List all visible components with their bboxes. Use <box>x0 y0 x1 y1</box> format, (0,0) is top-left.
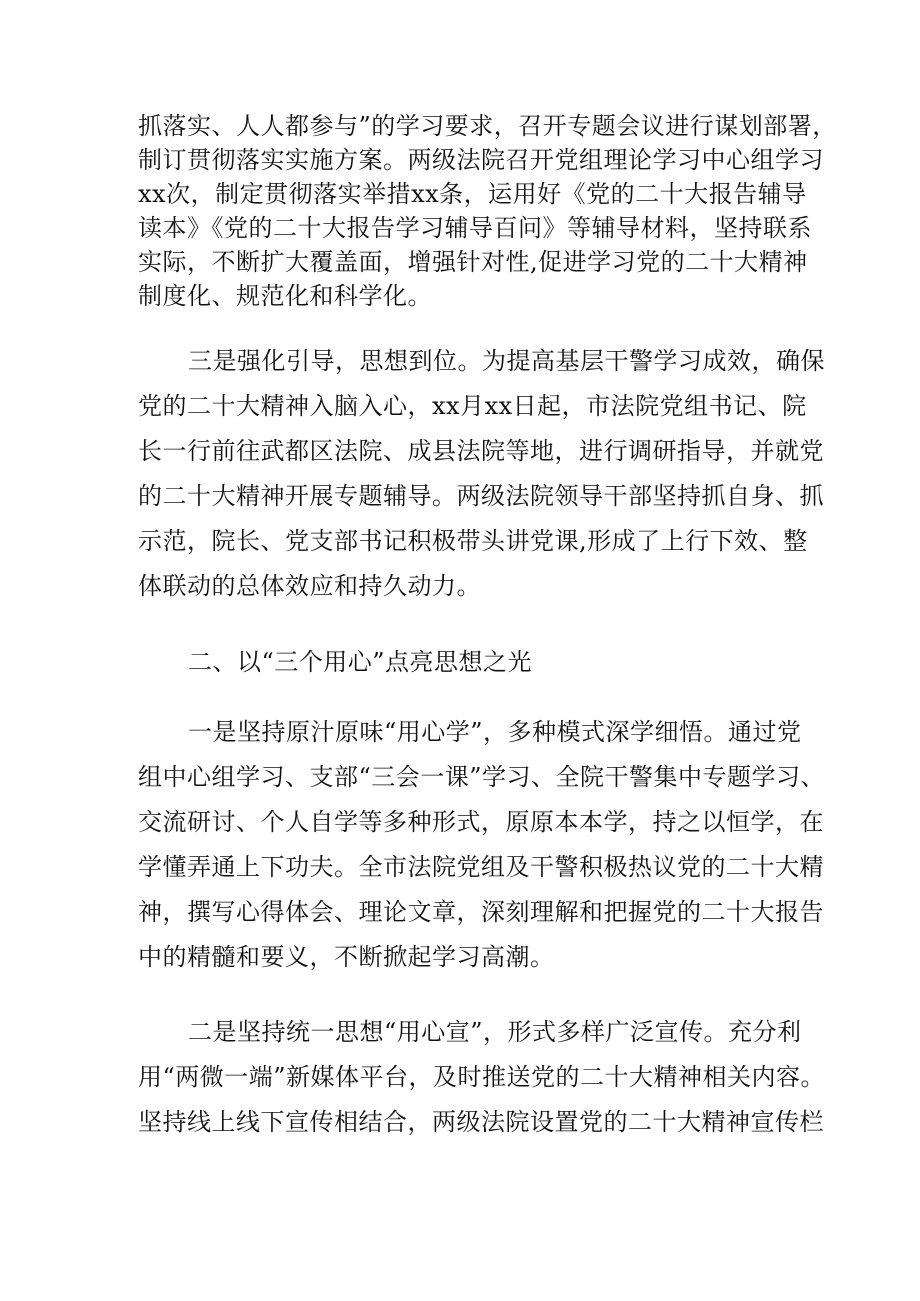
text-line: 实际，不断扩大覆盖面，增强针对性,促进学习党的二十大精神 <box>138 248 808 276</box>
text-line: 体联动的总体效应和持久动力。 <box>138 572 481 600</box>
text-line: 二是坚持统一思想“用心宣”，形式多样广泛宣传。充分利 <box>188 1018 802 1046</box>
text-line: 党的二十大精神入脑入心，xx月xx日起，市法院党组书记、院 <box>138 392 807 420</box>
text-line: 制订贯彻落实实施方案。两级法院召开党组理论学习中心组学习 <box>138 146 824 174</box>
text-line: 一是坚持原汁原味“用心学”，多种模式深学细悟。通过党 <box>188 718 802 746</box>
text-line: 示范，院长、党支部书记积极带头讲党课,形成了上行下效、整 <box>138 527 808 555</box>
paragraph-2 <box>138 339 825 609</box>
paragraph-3 <box>138 710 826 980</box>
text-line: 中的精髓和要义，不断掀起学习高潮。 <box>138 943 555 971</box>
text-line: 组中心组学习、支部“三会一课”学习、全院干警集中专题学习、 <box>138 763 826 791</box>
text-line: 交流研讨、个人自学等多种形式，原原本本学，持之以恒学，在 <box>138 808 824 836</box>
text-line: 长一行前往武都区法院、成县法院等地，进行调研指导，并就党 <box>138 437 824 465</box>
text-line: 的二十大精神开展专题辅导。两级法院领导干部坚持抓自身、抓 <box>138 482 824 510</box>
text-line: 抓落实、人人都参与”的学习要求，召开专题会议进行谋划部署， <box>138 112 837 140</box>
text-line: 三是强化引导，思想到位。为提高基层干警学习成效，确保 <box>188 347 825 375</box>
paragraph-1 <box>138 109 837 313</box>
text-line: 坚持线上线下宣传相结合，两级法院设置党的二十大精神宣传栏 <box>138 1108 824 1136</box>
text-line: xx次，制定贯彻落实举措xx条，运用好《党的二十大报告辅导 <box>138 180 807 208</box>
text-line: 神，撰写心得体会、理论文章，深刻理解和把握党的二十大报告 <box>138 898 824 926</box>
text-line: 学懂弄通上下功夫。全市法院党组及干警积极热议党的二十大精 <box>138 853 824 881</box>
text-line: 用“两微一端”新媒体平台，及时推送党的二十大精神相关内容。 <box>138 1063 826 1091</box>
text-line: 读本》《党的二十大报告学习辅导百问》等辅导材料，坚持联系 <box>138 214 812 242</box>
text-line: 制度化、规范化和科学化。 <box>138 282 432 310</box>
paragraph-4 <box>138 1010 826 1145</box>
section-heading-text: 二、以“三个用心”点亮思想之光 <box>188 648 533 676</box>
section-heading <box>138 640 788 685</box>
